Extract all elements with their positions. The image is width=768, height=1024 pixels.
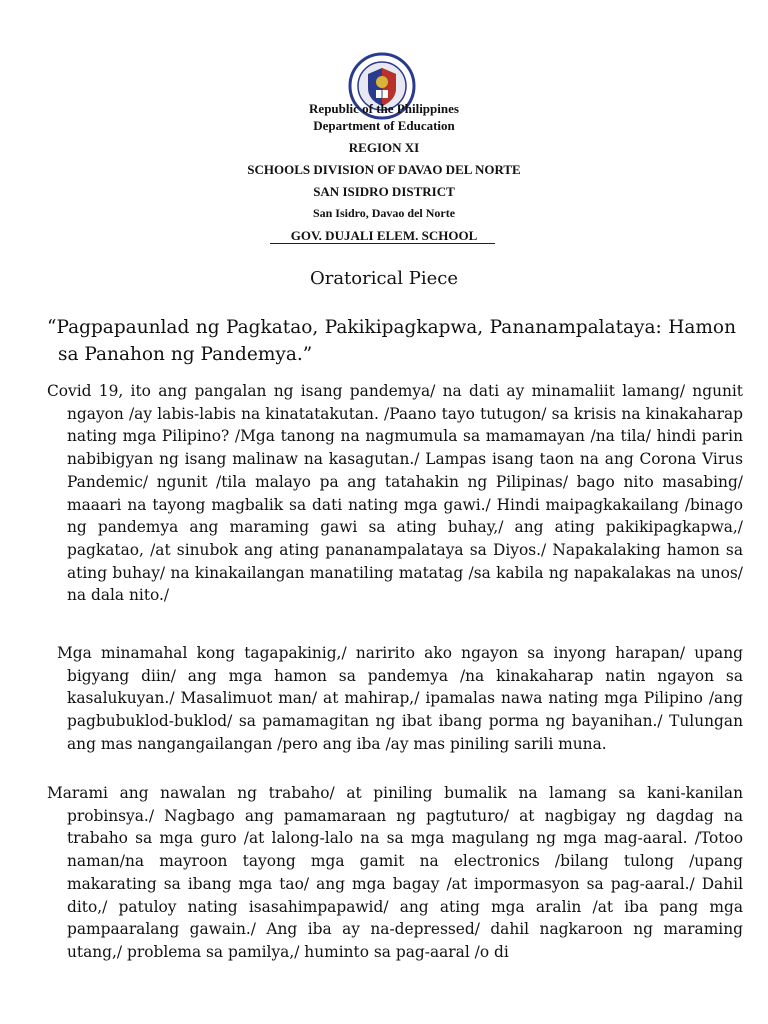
header-region: REGION XI: [348, 140, 420, 155]
paragraph-1: Covid 19, ito ang pangalan ng isang pandemya/ na dati ay minamaliit lamang/ ngunit ngayon /ay labis-labis na kinatatakutan. /Paano tayo tutugon/ sa krisis na kinakaharap nating mga Pilipino? /Mga tanong na nagmumula sa mamamayan /na tila/ hindi parin nabibigyan ng isang malinaw na kasagutan./ Lampas isang taon na ang Corona Virus Pandemic/ ngunit /tila malayo pa ang tatahakin ng Pilipinas/ bago nito masabing/ maaari na tayong magbalik sa dati nating mga gawi./ Hindi maipagkakailang /binago ng pandemya ang maraming gawi sa ating buhay,/ ang ating pakikipagkapwa,/ pagkatao, /at sinubok ang ating pananampalataya sa Diyos./ Napakalaking hamon sa ating buhay/ na kinakailangan manatiling matatag /sa kabila ng napakalakas na unos/ na dala nito./: [47, 382, 743, 605]
paragraph-3: Marami ang nawalan ng trabaho/ at piniling bumalik na lamang sa kani-kanilan probinsya./ Nagbago ang pamamaraan ng pagtuturo/ at nagbigay ng dagdag na trabaho sa mga guro /at lalong-lalo na sa mga magulang ng mga mag-aaral. /Totoo naman/na mayroon tayong mga gamit na electronics /bilang tulong /upang makarating sa ibang mga tao/ ang mga bagay /at impormasyon sa pag-aaral./ Dahil dito,/ patuloy nating isasahimpapawid/ ang ating mga aralin /at iba pang mga pampaaralang gawain./ Ang iba ay na-depressed/ dahil nagkaroon ng maraming utang,/ problema sa pamilya,/ huminto sa pag-aaral /o di: [47, 784, 743, 961]
header-school: GOV. DUJALI ELEM. SCHOOL: [290, 228, 478, 243]
paragraph-2: Mga minamahal kong tagapakinig,/ naririto ako ngayon sa inyong harapan/ upang bigyang diin/ ang mga hamon sa pandemya /na kinakaharap natin ngayon sa kasalukuyan./ Masalimuot man/ at mahirap,/ ipamalas nawa nating mga Pilipino /ang pagbubuklod-buklod/ sa pamamagitan ng ibat ibang porma ng bayanihan./ Tulungan ang mas nangangailangan /pero ang iba /ay mas piniling sarili muna.: [57, 644, 743, 753]
header-address: San Isidro, Davao del Norte: [312, 206, 456, 220]
header-division: SCHOOLS DIVISION OF DAVAO DEL NORTE: [247, 162, 521, 177]
header-department: Department of Education: [313, 118, 455, 133]
header-divider: [270, 243, 495, 244]
piece-label: Oratorical Piece: [309, 268, 459, 289]
header-republic: Republic of the Philippines: [309, 101, 459, 116]
school-header: [0, 99, 768, 245]
speech-title: “Pagpapaunlad ng Pagkatao, Pakikipagkapwa, Pananampalataya: Hamon sa Panahon ng Pandemya.”: [47, 317, 736, 365]
header-district: SAN ISIDRO DISTRICT: [313, 184, 455, 199]
